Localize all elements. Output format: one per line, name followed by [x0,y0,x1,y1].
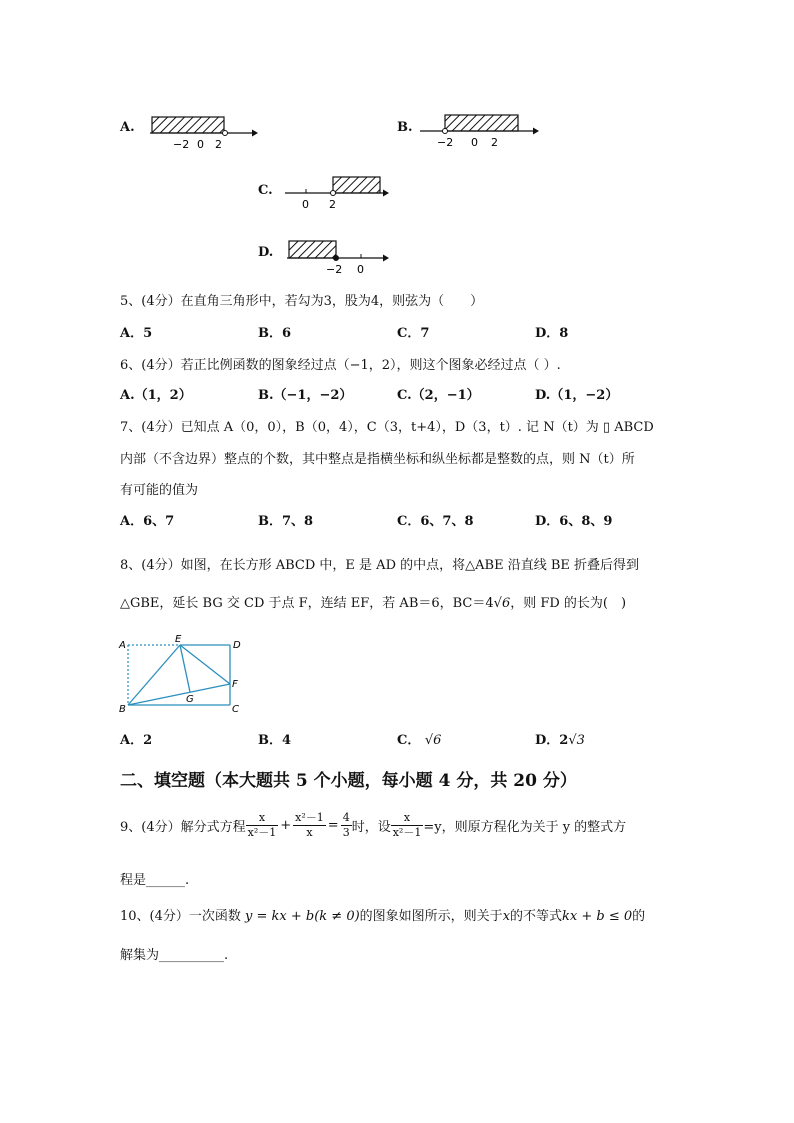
tick-label: 0 [197,138,204,151]
q4-option-d-label[interactable]: D. [258,245,274,260]
q4-option-a-numberline[interactable] [140,110,270,152]
open-endpoint [223,131,228,136]
q8-text-part: ，则 FD 的长为( ) [510,596,627,611]
q4-option-a-label[interactable]: A. [120,120,135,135]
sqrt6-expression: √6 [424,733,442,748]
q10-mid2: 的不等式 [510,909,563,924]
option-letter: D．2 [535,733,569,748]
q6-option-a[interactable]: A.（1，2） [120,388,192,403]
denominator: x²－1 [392,826,422,839]
q6-question-text: 6、(4分）若正比例函数的图象经过点（−1，2），则这个图象必经过点（ ）. [120,358,561,373]
q9-question-line2: 程是______. [120,873,190,888]
q6-option-c[interactable]: C.（2，−1） [397,388,480,403]
fraction-4 [391,811,424,840]
q9-mid: 时，设 [351,820,391,835]
q5-option-c[interactable]: C．7 [397,326,430,341]
q6-option-b[interactable]: B.（−1，−2） [258,388,353,403]
sqrt6-expression: √6 [493,596,511,611]
q8-option-b[interactable]: B．4 [258,733,292,748]
q10-question-line1 [120,905,645,924]
open-endpoint [443,129,448,134]
numerator: x²－1 [295,811,324,824]
q4-option-c-numberline[interactable] [280,170,395,212]
vertex-label-f: F [232,679,238,690]
q9-suffix: =y，则原方程化为关于 y 的整式方 [423,820,627,835]
q10-suffix: 的 [632,909,646,924]
q8-rectangle-figure [118,634,248,714]
tick-label: −2 [173,138,190,151]
vertex-label-b: B [119,704,126,714]
q7-option-d[interactable]: D．6、8、9 [535,514,613,529]
shaded-region [152,117,224,133]
option-letter: C． [397,733,421,748]
axis-arrow [252,130,258,137]
numerator: x [258,811,266,824]
q10-question-line2: 解集为__________. [120,948,229,963]
q10-prefix: 10、(4分）一次函数 [120,909,241,924]
q8-option-c[interactable] [397,729,441,748]
q9-question-line1 [120,811,626,840]
fraction-3 [341,811,352,840]
tick-label: −2 [437,136,454,149]
q4-option-b-numberline[interactable] [415,108,545,150]
shaded-region [333,177,380,193]
q5-option-a[interactable]: A．5 [120,326,153,341]
tick-label: 2 [215,138,222,151]
fraction-2 [293,811,326,840]
vertex-label-e: E [175,634,182,645]
tick-label: 0 [471,136,478,149]
q7-question-line3: 有可能的值为 [120,483,199,498]
shaded-region [289,241,336,258]
q7-option-b[interactable]: B．7、8 [258,514,314,529]
denominator: x²－1 [247,826,277,839]
q7-question-line2: 内部（不含边界）整点的个数，其中整点是指横坐标和纵坐标都是整数的点，则 N（t）所 [120,452,635,467]
q5-option-d[interactable]: D．8 [535,326,569,341]
axis-arrow [533,128,539,135]
tick-label: 2 [329,198,336,211]
inequality-expression: kx + b ≤ 0 [562,909,633,924]
axis-arrow [383,255,389,262]
q8-question-line1: 8、(4分）如图，在长方形 ABCD 中，E 是 AD 的中点，将△ABE 沿直线 BE 折叠后得到 [120,558,639,573]
fraction-1 [246,811,279,840]
q4-option-c-label[interactable]: C. [258,183,273,198]
tick-label: −2 [326,263,343,276]
q10-mid: 的图象如图所示，则关于 [359,909,503,924]
open-endpoint [331,191,336,196]
denominator: x [293,825,326,840]
shaded-region [445,115,518,131]
tick-label: 0 [302,198,309,211]
q7-option-a[interactable]: A．6、7 [120,514,175,529]
q8-text-part: △GBE，延长 BG 交 CD 于点 F，连结 EF，若 AB＝6，BC＝4 [120,596,494,611]
vertex-label-d: D [233,640,241,651]
linear-function-formula: y = kx + b(k ≠ 0) [245,909,360,924]
q5-question-text: 5、(4分）在直角三角形中，若勾为3，股为4，则弦为（ ） [120,294,484,309]
tick-label: 0 [357,263,364,276]
q5-option-b[interactable]: B．6 [258,326,292,341]
q4-option-d-numberline[interactable] [280,233,395,277]
numerator: x [403,811,411,824]
equals-sign: = [327,818,339,833]
q7-option-c[interactable]: C．6、7、8 [397,514,474,529]
variable-x: x [502,909,511,924]
section-2-header: 二、填空题（本大题共 5 个小题，每小题 4 分，共 20 分） [120,771,577,791]
plus-sign: + [280,818,292,833]
sqrt3-expression: √3 [568,733,585,748]
q4-option-b-label[interactable]: B. [397,120,413,135]
closed-endpoint [334,256,339,261]
q8-question-line2 [120,592,626,611]
denominator: 3 [342,826,350,839]
q8-option-d[interactable] [535,729,585,748]
numerator: 4 [342,811,350,824]
q7-question-line1: 7、(4分）已知点 A（0，0），B（0，4），C（3，t+4），D（3，t）. 记 N（t）为 ▯ ABCD [120,420,654,435]
q9-prefix: 9、(4分）解分式方程 [120,820,246,835]
vertex-label-c: C [232,704,239,714]
axis-arrow [383,190,389,197]
tick-label: 2 [491,136,498,149]
vertex-label-a: A [119,640,126,651]
q8-option-a[interactable]: A．2 [120,733,153,748]
vertex-label-g: G [186,694,194,705]
q6-option-d[interactable]: D.（1，−2） [535,388,619,403]
